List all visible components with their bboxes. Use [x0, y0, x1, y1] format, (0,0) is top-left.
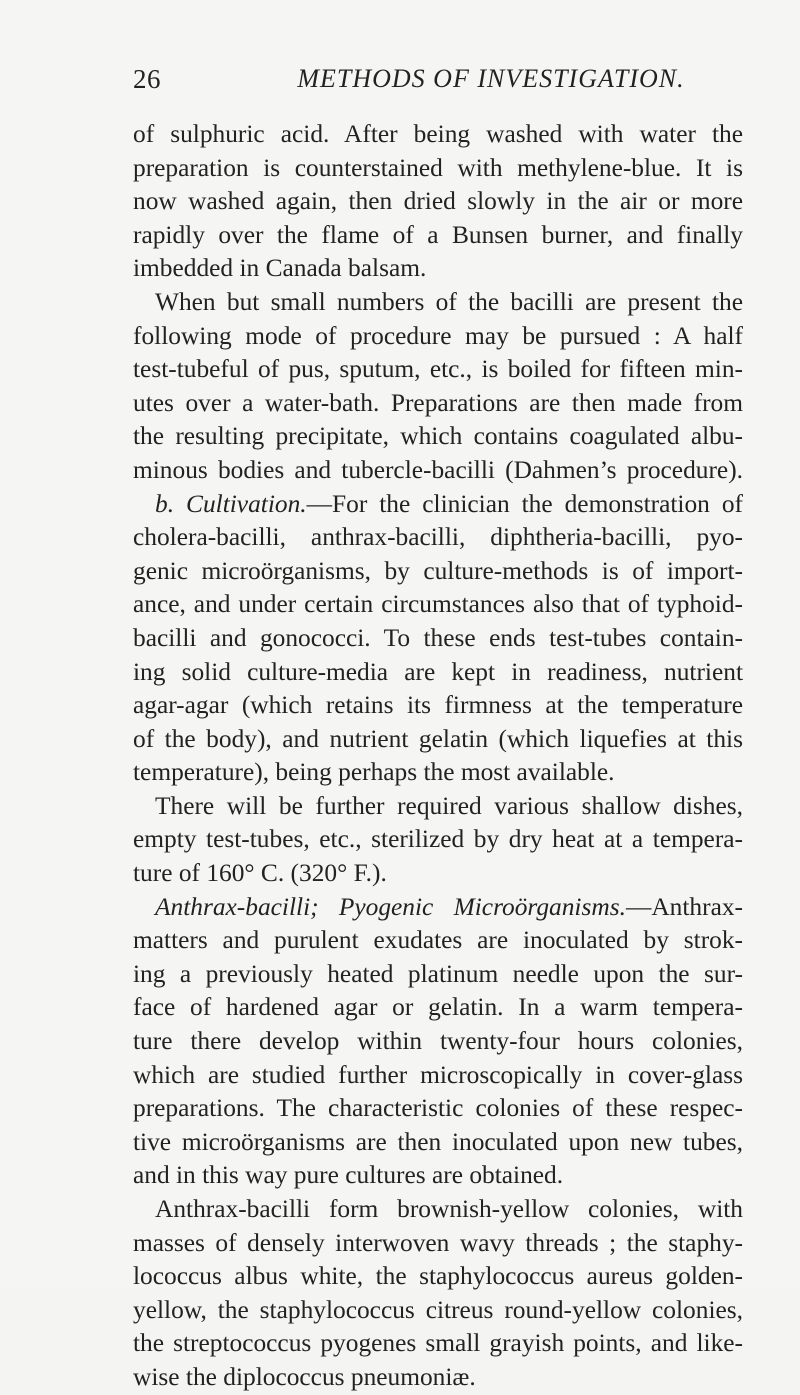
text-segment: wise the diplococcus pneumoniæ. [133, 1362, 476, 1391]
text-segment: test-tubeful of pus, sputum, etc., is boiled for fifteen min- [133, 355, 743, 384]
text-segment: —Anthrax- [625, 892, 743, 921]
text-segment: ing solid culture-media are kept in readiness, nutrient [133, 657, 743, 686]
text-line [133, 387, 743, 421]
text-segment: of the body), and nutrient gelatin (which liquefies at this [133, 724, 743, 753]
text-segment: of sulphuric acid. After being washed with water the [133, 120, 743, 148]
body-text [133, 118, 743, 1395]
text-segment: preparation is counterstained with methylene-blue. It is [133, 153, 743, 182]
text-line [133, 823, 743, 857]
text-line [133, 286, 743, 320]
text-line [133, 1294, 743, 1328]
text-segment: minous bodies and tubercle-bacilli (Dahmen’s procedure). [133, 455, 743, 484]
text-line [133, 488, 743, 522]
text-line [133, 320, 743, 354]
text-segment: ing a previously heated platinum needle upon the sur- [133, 959, 743, 988]
text-segment: yellow, the staphylococcus citreus round-yellow colonies, [133, 1295, 743, 1324]
italic-heading: b. Cultivation. [155, 489, 307, 518]
text-segment: When but small numbers of the bacilli are present the [155, 287, 743, 316]
running-head: METHODS OF INVESTIGATION. [297, 64, 685, 93]
text-line [133, 723, 743, 757]
text-segment: now washed again, then dried slowly in the air or more [133, 187, 743, 216]
text-segment: cholera-bacilli, anthrax-bacilli, diphtheria-bacilli, pyo- [133, 523, 743, 552]
text-segment: —For the clinician the demonstration of [306, 489, 743, 518]
text-line [133, 924, 743, 958]
italic-heading: Anthrax-bacilli; Pyogenic Microörganisms. [155, 892, 626, 921]
text-line [133, 185, 743, 219]
text-segment: empty test-tubes, etc., sterilized by dry heat at a tempera- [133, 825, 743, 854]
text-segment: tive microörganisms are then inoculated upon new tubes, [133, 1127, 743, 1156]
text-line [133, 1227, 743, 1261]
text-line [133, 790, 743, 824]
text-line [133, 555, 743, 589]
text-line [133, 1159, 743, 1193]
text-line [133, 958, 743, 992]
text-line [133, 454, 743, 488]
text-line [133, 118, 743, 152]
text-line [133, 353, 743, 387]
text-line [133, 252, 743, 286]
text-line [133, 656, 743, 690]
text-segment: matters and purulent exudates are inoculated by strok- [133, 926, 743, 955]
text-line [133, 521, 743, 555]
text-segment: utes over a water-bath. Preparations are then made from [133, 388, 743, 417]
text-line [133, 857, 743, 891]
text-line [133, 689, 743, 723]
text-line [133, 622, 743, 656]
text-segment: the streptococcus pyogenes small grayish points, and like- [133, 1329, 743, 1358]
text-segment: ture of 160° C. (320° F.). [133, 859, 387, 888]
text-segment: rapidly over the flame of a Bunsen burner, and finally [133, 220, 743, 249]
text-line [133, 1193, 743, 1227]
text-line [133, 1025, 743, 1059]
text-line [133, 756, 743, 790]
text-line [133, 219, 743, 253]
text-segment: imbedded in Canada balsam. [133, 254, 427, 283]
text-line [133, 891, 743, 925]
text-line [133, 588, 743, 622]
text-segment: bacilli and gonococci. To these ends test-tubes contain- [133, 623, 743, 652]
page-header [133, 64, 743, 104]
text-line [133, 1327, 743, 1361]
text-segment: agar-agar (which retains its firmness at the temperature [133, 691, 743, 720]
text-segment: ture there develop within twenty-four hours colonies, [133, 1027, 743, 1056]
text-line [133, 420, 743, 454]
text-segment: and in this way pure cultures are obtained. [133, 1161, 564, 1190]
text-segment: There will be further required various shallow dishes, [155, 791, 743, 820]
text-line [133, 152, 743, 186]
text-segment: genic microörganisms, by culture-methods is of import- [133, 556, 743, 585]
text-line [133, 991, 743, 1025]
text-segment: the resulting precipitate, which contains coagulated albu- [133, 422, 743, 451]
text-segment: following mode of procedure may be pursued : A half [133, 321, 743, 350]
text-line [133, 1361, 743, 1395]
text-segment: preparations. The characteristic colonies of these respec- [133, 1094, 743, 1123]
text-line [133, 1126, 743, 1160]
text-segment: temperature), being perhaps the most available. [133, 758, 615, 787]
text-segment: Anthrax-bacilli form brownish-yellow colonies, with [155, 1195, 743, 1223]
text-segment: face of hardened agar or gelatin. In a warm tempera- [133, 993, 743, 1022]
text-line [133, 1092, 743, 1126]
text-segment: ance, and under certain circumstances also that of typhoid- [133, 590, 743, 619]
text-segment: lococcus albus white, the staphylococcus aureus golden- [133, 1262, 743, 1291]
text-line [133, 1059, 743, 1093]
text-segment: masses of densely interwoven wavy threads ; the staphy- [133, 1228, 743, 1257]
page-number: 26 [133, 64, 161, 94]
text-segment: which are studied further microscopically in cover-glass [133, 1060, 743, 1089]
